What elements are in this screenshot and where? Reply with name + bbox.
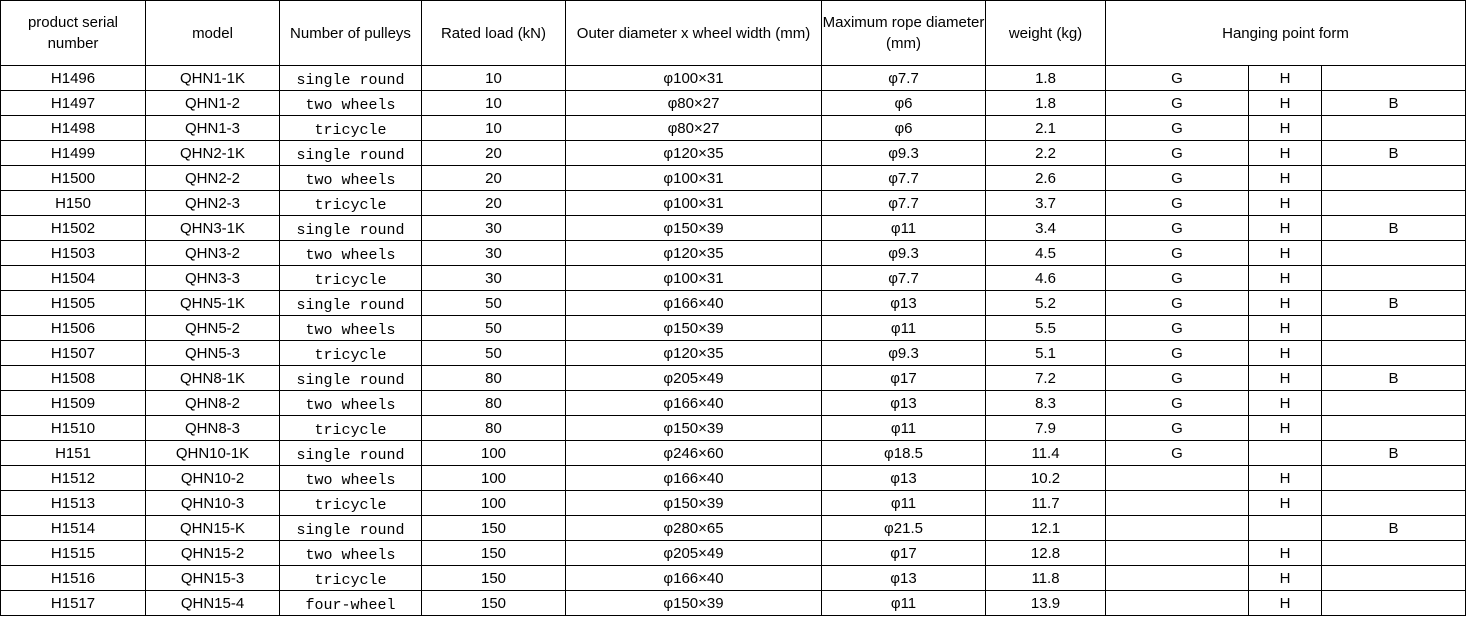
- cell-size: φ205×49: [566, 366, 822, 391]
- cell-size: φ166×40: [566, 291, 822, 316]
- cell-hang-b: B: [1322, 441, 1466, 466]
- cell-serial: H1512: [1, 466, 146, 491]
- cell-rope: φ11: [822, 216, 986, 241]
- table-row: [1, 66, 1466, 91]
- cell-load: 150: [422, 516, 566, 541]
- cell-load: 20: [422, 166, 566, 191]
- cell-serial: H1502: [1, 216, 146, 241]
- cell-serial: H1517: [1, 591, 146, 616]
- cell-size: φ166×40: [566, 466, 822, 491]
- table-row: [1, 366, 1466, 391]
- cell-model: QHN1-1K: [146, 66, 280, 91]
- cell-weight: 5.5: [986, 316, 1106, 341]
- cell-size: φ80×27: [566, 116, 822, 141]
- cell-pulleys: single round: [280, 66, 422, 91]
- cell-serial: H1497: [1, 91, 146, 116]
- cell-size: φ205×49: [566, 541, 822, 566]
- cell-load: 80: [422, 366, 566, 391]
- cell-load: 100: [422, 491, 566, 516]
- cell-load: 80: [422, 416, 566, 441]
- cell-rope: φ11: [822, 316, 986, 341]
- cell-rope: φ11: [822, 591, 986, 616]
- cell-hang-b: [1322, 541, 1466, 566]
- cell-hang-b: B: [1322, 516, 1466, 541]
- cell-weight: 1.8: [986, 66, 1106, 91]
- cell-pulleys: single round: [280, 366, 422, 391]
- cell-hang-g: G: [1106, 291, 1249, 316]
- cell-hang-g: G: [1106, 166, 1249, 191]
- cell-model: QHN1-3: [146, 116, 280, 141]
- cell-hang-g: G: [1106, 116, 1249, 141]
- cell-model: QHN15-K: [146, 516, 280, 541]
- cell-rope: φ13: [822, 466, 986, 491]
- header-model: model: [146, 1, 280, 66]
- cell-model: QHN2-3: [146, 191, 280, 216]
- header-load: Rated load (kN): [422, 1, 566, 66]
- cell-model: QHN3-1K: [146, 216, 280, 241]
- cell-hang-b: [1322, 266, 1466, 291]
- cell-rope: φ7.7: [822, 166, 986, 191]
- cell-hang-h: H: [1249, 366, 1322, 391]
- cell-rope: φ11: [822, 491, 986, 516]
- cell-hang-g: G: [1106, 66, 1249, 91]
- table-row: [1, 166, 1466, 191]
- cell-weight: 11.7: [986, 491, 1106, 516]
- cell-weight: 4.6: [986, 266, 1106, 291]
- cell-weight: 2.6: [986, 166, 1106, 191]
- cell-hang-g: G: [1106, 441, 1249, 466]
- header-hanging: Hanging point form: [1106, 1, 1466, 66]
- cell-hang-b: [1322, 391, 1466, 416]
- cell-pulleys: two wheels: [280, 541, 422, 566]
- cell-rope: φ13: [822, 391, 986, 416]
- cell-rope: φ17: [822, 541, 986, 566]
- cell-hang-g: [1106, 541, 1249, 566]
- cell-weight: 12.8: [986, 541, 1106, 566]
- cell-size: φ280×65: [566, 516, 822, 541]
- cell-hang-h: H: [1249, 91, 1322, 116]
- cell-load: 100: [422, 466, 566, 491]
- cell-serial: H1503: [1, 241, 146, 266]
- cell-hang-h: H: [1249, 291, 1322, 316]
- cell-rope: φ13: [822, 566, 986, 591]
- cell-hang-h: H: [1249, 316, 1322, 341]
- table-row: [1, 341, 1466, 366]
- cell-serial: H1498: [1, 116, 146, 141]
- table-row: [1, 241, 1466, 266]
- cell-size: φ120×35: [566, 241, 822, 266]
- cell-load: 30: [422, 266, 566, 291]
- cell-hang-b: [1322, 341, 1466, 366]
- cell-rope: φ9.3: [822, 241, 986, 266]
- cell-hang-h: H: [1249, 141, 1322, 166]
- cell-serial: H1500: [1, 166, 146, 191]
- cell-rope: φ6: [822, 91, 986, 116]
- cell-hang-h: H: [1249, 341, 1322, 366]
- table-row: [1, 466, 1466, 491]
- cell-hang-b: [1322, 191, 1466, 216]
- cell-size: φ150×39: [566, 591, 822, 616]
- cell-hang-g: G: [1106, 216, 1249, 241]
- cell-pulleys: tricycle: [280, 191, 422, 216]
- table-row: [1, 566, 1466, 591]
- cell-pulleys: tricycle: [280, 341, 422, 366]
- header-row: [1, 1, 1466, 66]
- cell-hang-h: [1249, 441, 1322, 466]
- cell-size: φ100×31: [566, 66, 822, 91]
- cell-pulleys: tricycle: [280, 566, 422, 591]
- cell-serial: H1509: [1, 391, 146, 416]
- cell-hang-g: G: [1106, 91, 1249, 116]
- cell-model: QHN3-3: [146, 266, 280, 291]
- cell-serial: H1496: [1, 66, 146, 91]
- cell-serial: H150: [1, 191, 146, 216]
- cell-rope: φ7.7: [822, 266, 986, 291]
- cell-hang-b: [1322, 416, 1466, 441]
- cell-pulleys: two wheels: [280, 91, 422, 116]
- cell-hang-h: H: [1249, 416, 1322, 441]
- table-row: [1, 91, 1466, 116]
- table-row: [1, 141, 1466, 166]
- cell-hang-b: [1322, 241, 1466, 266]
- table-row: [1, 416, 1466, 441]
- cell-hang-g: G: [1106, 416, 1249, 441]
- cell-serial: H151: [1, 441, 146, 466]
- cell-load: 80: [422, 391, 566, 416]
- cell-serial: H1506: [1, 316, 146, 341]
- header-rope: Maximum rope diameter (mm): [822, 1, 986, 66]
- cell-hang-h: H: [1249, 541, 1322, 566]
- cell-rope: φ11: [822, 416, 986, 441]
- cell-pulleys: two wheels: [280, 466, 422, 491]
- table-row: [1, 491, 1466, 516]
- cell-hang-b: B: [1322, 141, 1466, 166]
- cell-serial: H1508: [1, 366, 146, 391]
- cell-serial: H1505: [1, 291, 146, 316]
- cell-hang-h: H: [1249, 466, 1322, 491]
- cell-load: 100: [422, 441, 566, 466]
- cell-hang-h: H: [1249, 566, 1322, 591]
- cell-pulleys: single round: [280, 441, 422, 466]
- cell-pulleys: tricycle: [280, 491, 422, 516]
- header-weight: weight (kg): [986, 1, 1106, 66]
- cell-hang-h: H: [1249, 241, 1322, 266]
- cell-hang-g: G: [1106, 191, 1249, 216]
- cell-hang-b: B: [1322, 216, 1466, 241]
- cell-model: QHN8-1K: [146, 366, 280, 391]
- cell-hang-g: G: [1106, 266, 1249, 291]
- table-row: [1, 266, 1466, 291]
- cell-hang-b: [1322, 66, 1466, 91]
- cell-hang-g: [1106, 491, 1249, 516]
- cell-hang-b: B: [1322, 291, 1466, 316]
- cell-hang-h: H: [1249, 116, 1322, 141]
- cell-load: 10: [422, 116, 566, 141]
- cell-model: QHN10-3: [146, 491, 280, 516]
- cell-hang-b: [1322, 116, 1466, 141]
- cell-hang-h: H: [1249, 191, 1322, 216]
- cell-load: 30: [422, 216, 566, 241]
- cell-weight: 1.8: [986, 91, 1106, 116]
- cell-pulleys: tricycle: [280, 416, 422, 441]
- cell-load: 20: [422, 191, 566, 216]
- cell-pulleys: four-wheel: [280, 591, 422, 616]
- cell-hang-g: [1106, 466, 1249, 491]
- cell-model: QHN1-2: [146, 91, 280, 116]
- cell-rope: φ18.5: [822, 441, 986, 466]
- cell-hang-b: [1322, 316, 1466, 341]
- cell-weight: 8.3: [986, 391, 1106, 416]
- cell-hang-g: [1106, 591, 1249, 616]
- table-row: [1, 591, 1466, 616]
- cell-hang-g: G: [1106, 316, 1249, 341]
- cell-hang-h: H: [1249, 66, 1322, 91]
- cell-model: QHN5-3: [146, 341, 280, 366]
- cell-hang-b: [1322, 166, 1466, 191]
- cell-weight: 12.1: [986, 516, 1106, 541]
- cell-size: φ120×35: [566, 141, 822, 166]
- cell-load: 50: [422, 316, 566, 341]
- cell-hang-h: H: [1249, 591, 1322, 616]
- cell-weight: 11.4: [986, 441, 1106, 466]
- cell-hang-b: [1322, 491, 1466, 516]
- cell-serial: H1516: [1, 566, 146, 591]
- cell-rope: φ9.3: [822, 341, 986, 366]
- cell-rope: φ21.5: [822, 516, 986, 541]
- cell-load: 10: [422, 66, 566, 91]
- cell-size: φ100×31: [566, 266, 822, 291]
- cell-pulleys: two wheels: [280, 391, 422, 416]
- cell-serial: H1515: [1, 541, 146, 566]
- cell-pulleys: single round: [280, 291, 422, 316]
- cell-load: 50: [422, 341, 566, 366]
- cell-weight: 2.1: [986, 116, 1106, 141]
- table-body: [1, 66, 1466, 616]
- cell-pulleys: tricycle: [280, 116, 422, 141]
- cell-size: φ246×60: [566, 441, 822, 466]
- cell-hang-g: G: [1106, 366, 1249, 391]
- cell-pulleys: tricycle: [280, 266, 422, 291]
- cell-hang-g: G: [1106, 391, 1249, 416]
- cell-weight: 7.9: [986, 416, 1106, 441]
- cell-load: 10: [422, 91, 566, 116]
- cell-model: QHN2-1K: [146, 141, 280, 166]
- cell-weight: 4.5: [986, 241, 1106, 266]
- cell-weight: 5.2: [986, 291, 1106, 316]
- cell-pulleys: two wheels: [280, 166, 422, 191]
- cell-rope: φ9.3: [822, 141, 986, 166]
- cell-model: QHN10-1K: [146, 441, 280, 466]
- cell-size: φ166×40: [566, 391, 822, 416]
- cell-serial: H1510: [1, 416, 146, 441]
- cell-weight: 3.4: [986, 216, 1106, 241]
- table-row: [1, 541, 1466, 566]
- cell-model: QHN15-3: [146, 566, 280, 591]
- cell-hang-b: [1322, 591, 1466, 616]
- cell-serial: H1513: [1, 491, 146, 516]
- cell-model: QHN3-2: [146, 241, 280, 266]
- cell-weight: 3.7: [986, 191, 1106, 216]
- cell-hang-g: G: [1106, 341, 1249, 366]
- cell-load: 150: [422, 591, 566, 616]
- header-size: Outer diameter x wheel width (mm): [566, 1, 822, 66]
- cell-hang-g: [1106, 566, 1249, 591]
- cell-model: QHN15-2: [146, 541, 280, 566]
- cell-rope: φ6: [822, 116, 986, 141]
- cell-size: φ166×40: [566, 566, 822, 591]
- table-row: [1, 291, 1466, 316]
- cell-model: QHN10-2: [146, 466, 280, 491]
- cell-hang-h: [1249, 516, 1322, 541]
- cell-model: QHN8-2: [146, 391, 280, 416]
- cell-serial: H1514: [1, 516, 146, 541]
- table-row: [1, 391, 1466, 416]
- cell-hang-h: H: [1249, 491, 1322, 516]
- cell-size: φ150×39: [566, 491, 822, 516]
- cell-pulleys: single round: [280, 216, 422, 241]
- table-row: [1, 116, 1466, 141]
- cell-hang-g: [1106, 516, 1249, 541]
- table-row: [1, 441, 1466, 466]
- cell-serial: H1499: [1, 141, 146, 166]
- cell-size: φ80×27: [566, 91, 822, 116]
- cell-hang-g: G: [1106, 241, 1249, 266]
- cell-weight: 5.1: [986, 341, 1106, 366]
- cell-rope: φ7.7: [822, 66, 986, 91]
- cell-pulleys: two wheels: [280, 241, 422, 266]
- cell-hang-b: [1322, 466, 1466, 491]
- cell-size: φ120×35: [566, 341, 822, 366]
- cell-size: φ150×39: [566, 216, 822, 241]
- cell-weight: 10.2: [986, 466, 1106, 491]
- cell-hang-b: B: [1322, 366, 1466, 391]
- cell-load: 30: [422, 241, 566, 266]
- cell-model: QHN8-3: [146, 416, 280, 441]
- cell-serial: H1504: [1, 266, 146, 291]
- cell-model: QHN15-4: [146, 591, 280, 616]
- cell-hang-b: [1322, 566, 1466, 591]
- cell-hang-h: H: [1249, 166, 1322, 191]
- cell-pulleys: single round: [280, 141, 422, 166]
- cell-hang-g: G: [1106, 141, 1249, 166]
- cell-hang-h: H: [1249, 216, 1322, 241]
- cell-size: φ150×39: [566, 316, 822, 341]
- cell-weight: 2.2: [986, 141, 1106, 166]
- table-row: [1, 316, 1466, 341]
- cell-load: 50: [422, 291, 566, 316]
- cell-load: 150: [422, 566, 566, 591]
- cell-load: 20: [422, 141, 566, 166]
- cell-size: φ150×39: [566, 416, 822, 441]
- header-serial: product serial number: [1, 1, 146, 66]
- cell-rope: φ17: [822, 366, 986, 391]
- cell-serial: H1507: [1, 341, 146, 366]
- header-pulleys: Number of pulleys: [280, 1, 422, 66]
- cell-weight: 7.2: [986, 366, 1106, 391]
- cell-size: φ100×31: [566, 191, 822, 216]
- cell-size: φ100×31: [566, 166, 822, 191]
- cell-hang-h: H: [1249, 266, 1322, 291]
- cell-model: QHN5-1K: [146, 291, 280, 316]
- table-row: [1, 516, 1466, 541]
- cell-pulleys: two wheels: [280, 316, 422, 341]
- cell-load: 150: [422, 541, 566, 566]
- cell-weight: 13.9: [986, 591, 1106, 616]
- cell-hang-b: B: [1322, 91, 1466, 116]
- table-row: [1, 191, 1466, 216]
- table-row: [1, 216, 1466, 241]
- cell-pulleys: single round: [280, 516, 422, 541]
- cell-rope: φ13: [822, 291, 986, 316]
- cell-hang-h: H: [1249, 391, 1322, 416]
- cell-rope: φ7.7: [822, 191, 986, 216]
- cell-model: QHN2-2: [146, 166, 280, 191]
- cell-weight: 11.8: [986, 566, 1106, 591]
- cell-model: QHN5-2: [146, 316, 280, 341]
